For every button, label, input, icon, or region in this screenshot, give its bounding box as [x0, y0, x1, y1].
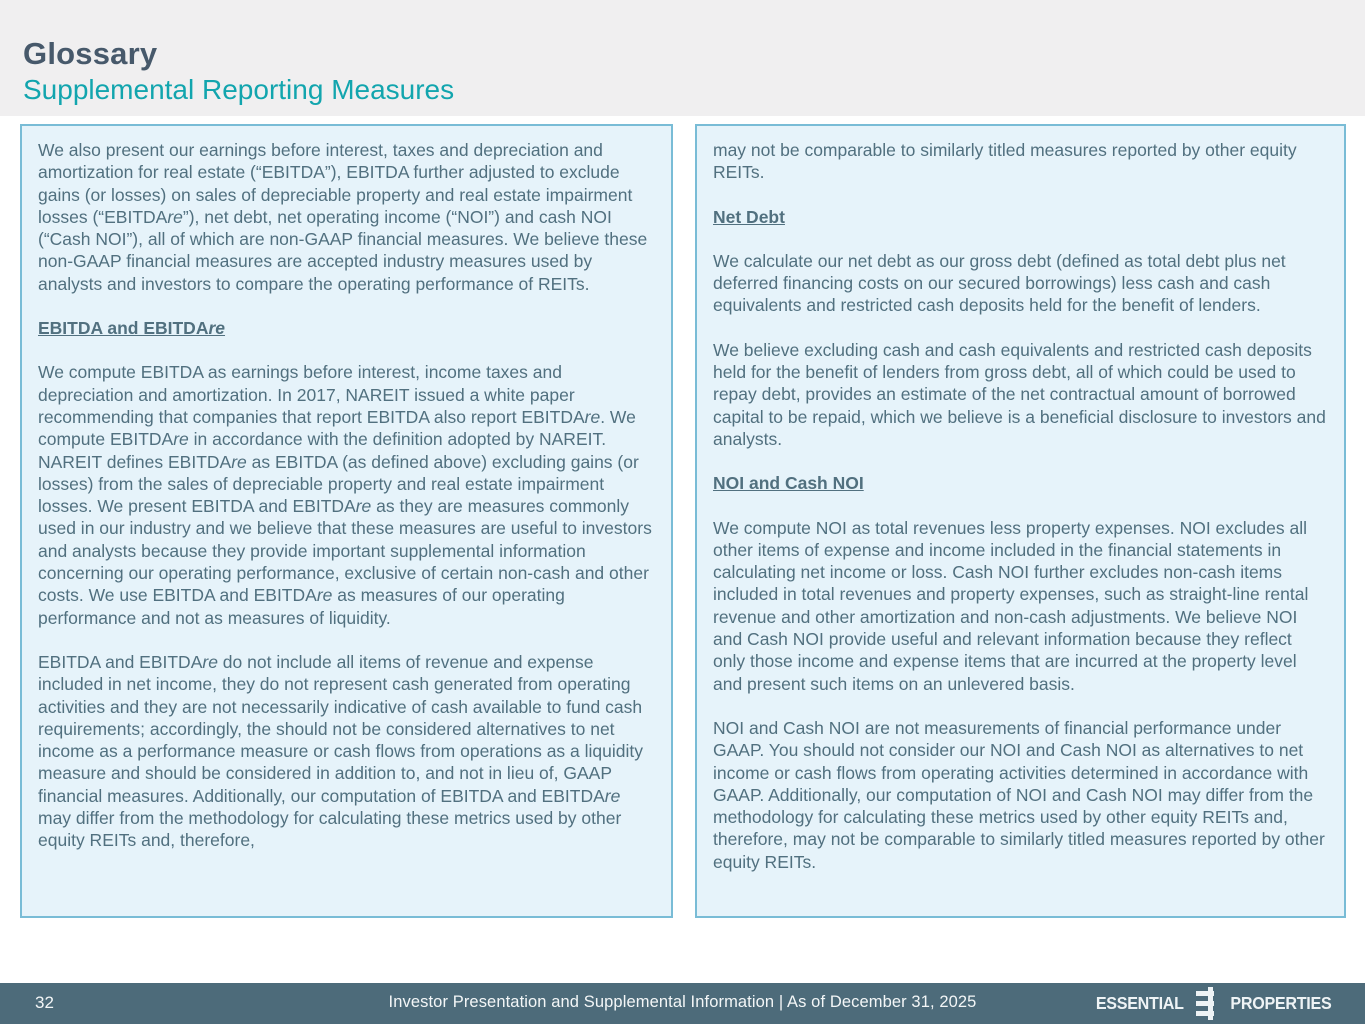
- paragraph-net-debt-calc: We calculate our net debt as our gross debt (defined as total debt plus net deferred financing costs on our secured borrowings) less cash and cash equivalents and restricted cash deposits held for the benefit of lenders.: [713, 250, 1286, 316]
- footer-caption: Investor Presentation and Supplemental Information | As of December 31, 2025: [388, 993, 977, 1011]
- paragraph-noi-compute: We compute NOI as total revenues less property expenses. NOI excludes all other items of expense and income included in the financial statements in calculating net income or loss. Cash NOI further excludes non-cash items included in total revenues and property expenses, such as straight-line rental revenue and other amortization and non-cash adjustments. We believe NOI and Cash NOI provide useful and relevant information because they reflect only those income and expense items that are incurred at the property level and present such items on an unlevered basis.: [713, 517, 1309, 694]
- paragraph-intro: We also present our earnings before interest, taxes and depreciation and amortization for real estate (“EBITDA”), EBITDA further adjusted to exclude gains (or losses) on sales of depreciable property and real estate impairment losses (“EBITDAre”), net debt, net operating income (“NOI”) and cash NOI (“Cash NOI”), all of which are non-GAAP financial measures. We believe these non-GAAP financial measures are accepted industry measures used by analysts and investors to compare the operating performance of REITs.: [38, 140, 648, 294]
- essential-properties-logo-icon: [1196, 987, 1217, 1020]
- essential-properties-logo: [1092, 983, 1336, 1024]
- logo-word-properties: PROPERTIES: [1230, 993, 1332, 1013]
- page-title: Glossary: [23, 36, 158, 71]
- glossary-box-left: [20, 124, 673, 918]
- paragraph-net-debt-belief: We believe excluding cash and cash equivalents and restricted cash deposits held for the benefit of lenders from gross debt, all of which could be used to repay debt, provides an estimate of the net contractual amount of borrowed capital to be repaid, which we believe is a beneficial disclosure to investors and analysts.: [713, 339, 1326, 449]
- heading-noi-and-cash-noi: NOI and Cash NOI: [713, 473, 864, 494]
- logo-word-essential: ESSENTIAL: [1095, 993, 1184, 1013]
- paragraph-ebitda-compute: We compute EBITDA as earnings before interest, income taxes and depreciation and amortization. In 2017, NAREIT issued a white paper recommending that companies that report EBITDA also report EBITDAre. We compute EBITDAre in accordance with the definition adopted by NAREIT. NAREIT defines EBITDAre as EBITDA (as defined above) excluding gains (or losses) from the sales of depreciable property and real estate impairment losses. We present EBITDA and EBITDAre as they are measures commonly used in our industry and we believe that these measures are useful to investors and analysts because they provide important supplemental information concerning our operating performance, exclusive of certain non-cash and other costs. We use EBITDA and EBITDAre as measures of our operating performance and not as measures of liquidity.: [38, 362, 652, 628]
- heading-ebitda-and-ebitdare: EBITDA and EBITDAre: [38, 318, 226, 339]
- paragraph-ebitda-limitations: EBITDA and EBITDAre do not include all items of revenue and expense included in net income, they do not represent cash generated from operating activities and they are not necessarily indicative of cash available to fund cash requirements; accordingly, the should not be considered alternatives to net income as a performance measure or cash flows from operations as a liquidity measure and should be considered in addition to, and not in lieu of, GAAP financial measures. Additionally, our computation of EBITDA and EBITDAre may differ from the methodology for calculating these metrics used by other equity REITs and, therefore,: [38, 651, 643, 851]
- page-number: 32: [35, 993, 54, 1012]
- glossary-box-right: [695, 124, 1346, 918]
- paragraph-continuation: may not be comparable to similarly titled measures reported by other equity REITs.: [713, 140, 1297, 183]
- paragraph-noi-limitations: NOI and Cash NOI are not measurements of financial performance under GAAP. You should not consider our NOI and Cash NOI as alternatives to net income or cash flows from operating activities determined in accordance with GAAP. Additionally, our computation of NOI and Cash NOI may differ from the methodology for calculating these metrics used by other equity REITs and, therefore, may not be comparable to similarly titled measures reported by other equity REITs.: [713, 717, 1325, 872]
- footer-bar: [0, 983, 1365, 1024]
- heading-net-debt: Net Debt: [713, 206, 785, 227]
- page-subtitle: Supplemental Reporting Measures: [23, 74, 455, 105]
